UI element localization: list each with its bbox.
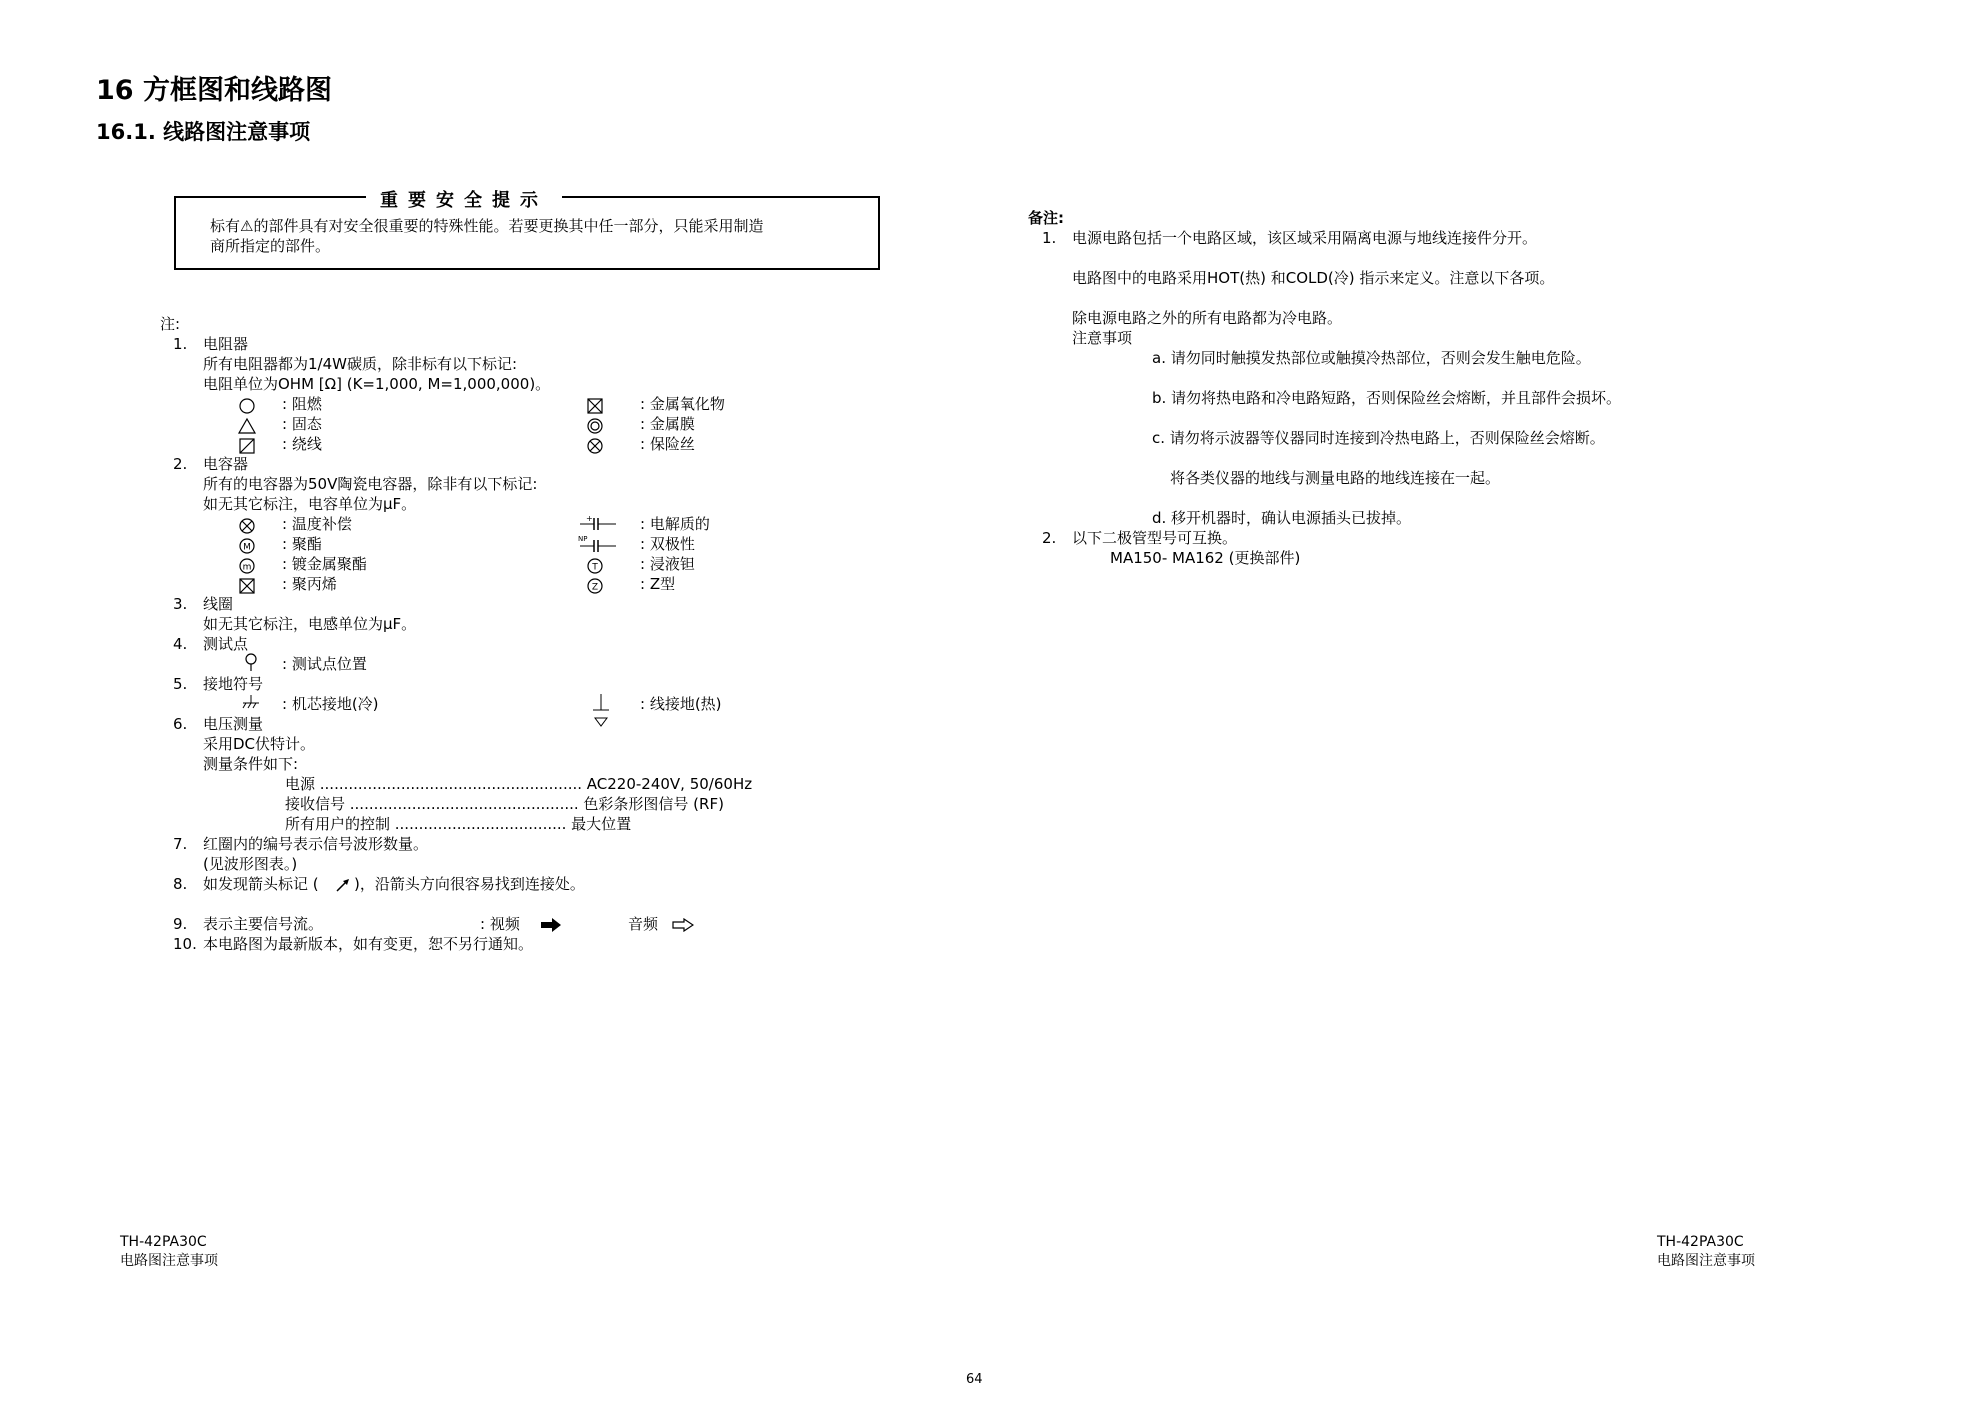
remark-2-line-1: 以下二极管型号可互换。	[1072, 529, 1238, 547]
notes-heading: 注:	[160, 315, 181, 333]
note-1-line-1: 所有电阻器都为1/4W碳质，除非标有以下标记:	[203, 355, 518, 373]
remark-2-line-2: MA150- MA162 (更换部件)	[1110, 549, 1301, 567]
page-number: 64	[966, 1372, 983, 1387]
resistor-solid-label: : 固态	[282, 415, 322, 433]
remark-item-c-continued: 将各类仪器的地线与测量电路的地线连接在一起。	[1170, 469, 1501, 487]
footer-right-model: TH-42PA30C	[1657, 1234, 1744, 1250]
arrow-mark-icon	[334, 876, 352, 894]
resistor-wirewound-label: : 绕线	[282, 435, 322, 453]
note-1-line-2: 电阻单位为OHM [Ω] (K=1,000, M=1,000,000)。	[203, 375, 551, 393]
note-10-line-1: 本电路图为最新版本，如有变更，恕不另行通知。	[203, 935, 534, 953]
svg-text:T: T	[592, 562, 598, 573]
svg-text:NP: NP	[578, 535, 588, 543]
remark-item-c: c. 请勿将示波器等仪器同时连接到冷热电路上，否则保险丝会熔断。	[1152, 429, 1605, 447]
safety-notice-text-1: 标有⚠的部件具有对安全很重要的特殊性能。若要更换其中任一部分，只能采用制造	[210, 217, 764, 235]
triangle-icon	[236, 416, 258, 436]
note-5-title: 接地符号	[203, 675, 264, 693]
section-title: 16.1. 线路图注意事项	[96, 120, 311, 144]
cap-tantalum-label: : 浸液钽	[640, 555, 695, 573]
note-8-line-2: )，沿箭头方向很容易找到连接处。	[354, 875, 585, 893]
svg-text:+: +	[586, 514, 593, 523]
note-1-title: 电阻器	[203, 335, 249, 353]
note-2-line-2: 如无其它标注，电容单位为μF。	[203, 495, 417, 513]
note-6-title: 电压测量	[203, 715, 264, 733]
safety-notice-text-2: 商所指定的部件。	[210, 237, 331, 255]
remark-1-line-1: 电源电路包括一个电路区域，该区域采用隔离电源与地线连接件分开。	[1072, 229, 1538, 247]
svg-text:m: m	[242, 562, 252, 573]
circle-z-icon	[584, 576, 606, 596]
remark-item-d: d. 移开机器时，确认电源插头已拔掉。	[1152, 509, 1412, 527]
cap-electrolytic-label: : 电解质的	[640, 515, 710, 533]
circle-t-icon	[584, 556, 606, 576]
circle-x-icon	[584, 436, 606, 456]
measure-row-controls: 所有用户的控制 .................................... 最大位置	[285, 815, 632, 833]
page-title: 16 方框图和线路图	[96, 75, 332, 106]
cap-polyester-label: : 聚酯	[282, 535, 322, 553]
audio-label: 音频	[628, 915, 659, 933]
cap-metalized-polyester-label: : 镀金属聚酯	[282, 555, 367, 573]
note-5-number: 5.	[173, 675, 188, 693]
footer-left-model: TH-42PA30C	[120, 1234, 207, 1250]
resistor-metal-oxide-label: : 金属氧化物	[640, 395, 725, 413]
square-x-icon	[236, 576, 258, 596]
circle-m-small-icon	[236, 556, 258, 576]
remark-1-line-2: 电路图中的电路采用HOT(热) 和COLD(冷) 指示来定义。注意以下各项。	[1072, 269, 1555, 287]
resistor-metal-film-label: : 金属膜	[640, 415, 695, 433]
safety-notice-title: 重要安全提示	[366, 186, 562, 212]
note-6-number: 6.	[173, 715, 188, 733]
note-9-number: 9.	[173, 915, 188, 933]
note-3-title: 线圈	[203, 595, 234, 613]
note-3-number: 3.	[173, 595, 188, 613]
remark-1-line-3: 除电源电路之外的所有电路都为冷电路。	[1072, 309, 1343, 327]
chassis-ground-label: : 机芯接地(冷)	[282, 695, 379, 713]
footer-right-caption: 电路图注意事项	[1657, 1253, 1755, 1269]
svg-text:Z: Z	[591, 582, 599, 593]
cap-polypropylene-label: : 聚丙烯	[282, 575, 337, 593]
cap-temp-comp-label: : 温度补偿	[282, 515, 352, 533]
electrolytic-cap-icon	[576, 514, 620, 534]
cap-z-type-label: : Z型	[640, 575, 676, 593]
remark-1-line-4: 注意事项	[1072, 329, 1133, 347]
circle-icon	[236, 396, 258, 416]
resistor-flame-label: : 阻燃	[282, 395, 322, 413]
svg-text:M: M	[243, 542, 251, 553]
note-10-number: 10.	[173, 935, 197, 953]
remark-item-b: b. 请勿将热电路和冷电路短路，否则保险丝会熔断，并且部件会损坏。	[1152, 389, 1622, 407]
note-2-title: 电容器	[203, 455, 249, 473]
measure-row-signal: 接收信号 ................................................ 色彩条形图信号 (RF)	[285, 795, 724, 813]
double-circle-icon	[584, 416, 606, 436]
line-ground-label: : 线接地(热)	[640, 695, 722, 713]
note-9-line-1: 表示主要信号流。	[203, 915, 324, 933]
remark-2-number: 2.	[1042, 529, 1057, 547]
note-2-number: 2.	[173, 455, 188, 473]
note-8-number: 8.	[173, 875, 188, 893]
video-arrow-icon	[540, 917, 562, 931]
note-4-number: 4.	[173, 635, 188, 653]
test-point-label: : 测试点位置	[282, 655, 367, 673]
remarks-heading: 备注:	[1028, 209, 1064, 227]
remark-item-a: a. 请勿同时触摸发热部位或触摸冷热部位，否则会发生触电危险。	[1152, 349, 1591, 367]
square-x-icon	[584, 396, 606, 416]
note-8-line-1: 如发现箭头标记 (	[203, 875, 319, 893]
measure-row-power: 电源 ....................................................... AC220-240V, 50/60Hz	[285, 775, 753, 793]
note-2-line-1: 所有的电容器为50V陶瓷电容器，除非有以下标记:	[203, 475, 538, 493]
circle-m-icon	[236, 536, 258, 556]
resistor-fuse-label: : 保险丝	[640, 435, 695, 453]
note-7-line-1: 红圈内的编号表示信号波形数量。	[203, 835, 429, 853]
chassis-ground-icon	[240, 692, 262, 712]
remark-1-number: 1.	[1042, 229, 1057, 247]
note-1-number: 1.	[173, 335, 188, 353]
note-3-line-1: 如无其它标注，电感单位为μF。	[203, 615, 417, 633]
note-4-title: 测试点	[203, 635, 249, 653]
note-6-line-1: 采用DC伏特计。	[203, 735, 316, 753]
note-7-line-2: (见波形图表。)	[203, 855, 298, 873]
cap-bipolar-label: : 双极性	[640, 535, 695, 553]
line-ground-icon	[590, 692, 612, 728]
video-label: : 视频	[480, 915, 520, 933]
square-slash-icon	[236, 436, 258, 456]
test-point-icon	[240, 652, 262, 672]
audio-arrow-icon	[672, 917, 694, 931]
note-6-line-2: 测量条件如下:	[203, 755, 299, 773]
note-7-number: 7.	[173, 835, 188, 853]
circle-x-icon	[236, 516, 258, 536]
bipolar-cap-icon	[576, 534, 620, 554]
footer-left-caption: 电路图注意事项	[120, 1253, 218, 1269]
